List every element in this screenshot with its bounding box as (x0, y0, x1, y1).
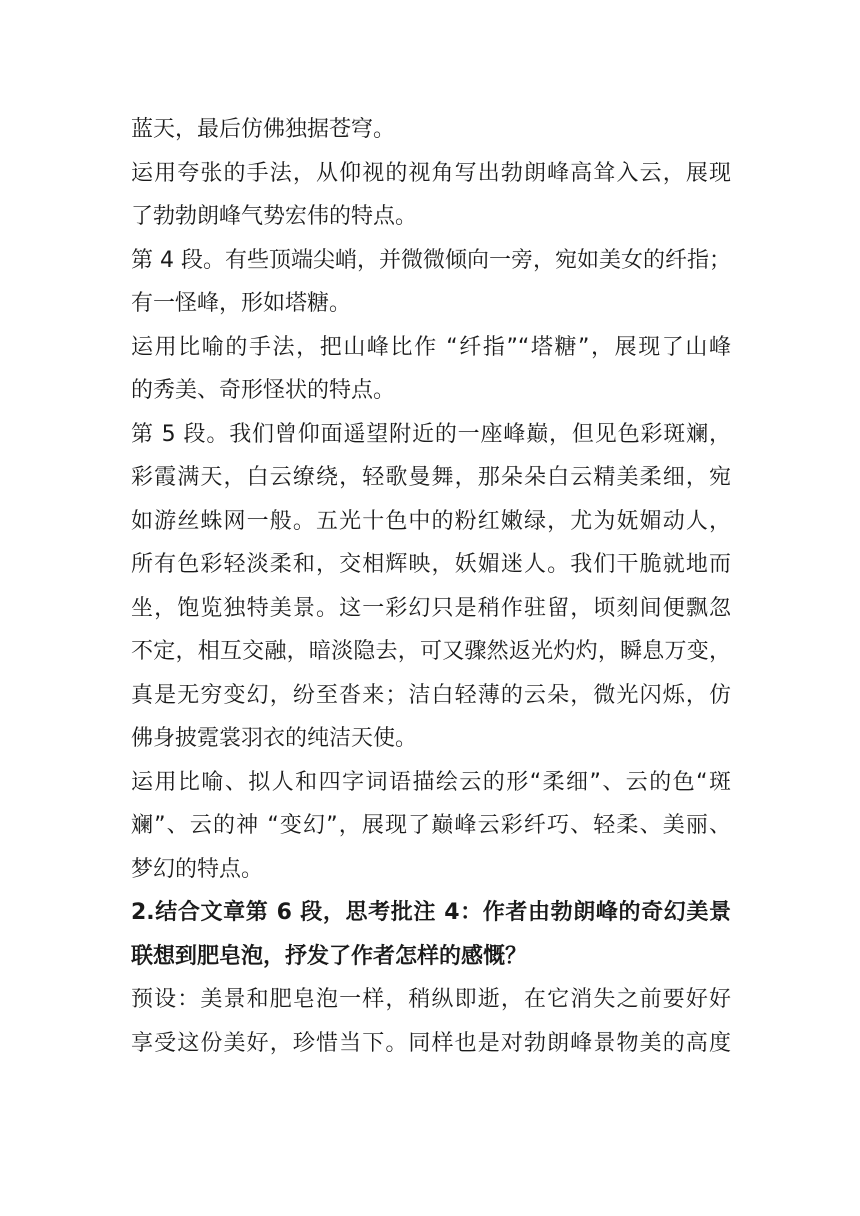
body-text-line: 运用夸张的手法，从仰视的视角写出勃朗峰高耸入云，展现 (131, 160, 731, 186)
body-text-line: 彩霞满天，白云缭绕，轻歌曼舞，那朵朵白云精美柔细，宛 (131, 465, 731, 490)
body-text-line: 享受这份美好，珍惜当下。同样也是对勃朗峰景物美的高度 (131, 1030, 731, 1056)
body-text-line: 运用比喻、拟人和四字词语描绘云的形“柔细”、云的色“斑 (131, 769, 731, 795)
body-text-line: 所有色彩轻淡柔和，交相辉映，妖媚迷人。我们干脆就地而 (131, 552, 731, 577)
body-text-line: 梦幻的特点。 (131, 856, 264, 882)
body-text-line: 佛身披霓裳羽衣的纯洁天使。 (131, 726, 418, 751)
body-text-line: 真是无穷变幻，纷至沓来；洁白轻薄的云朵，微光闪烁，仿 (131, 682, 731, 708)
body-text-line: 斓”、云的神 “变幻”，展现了巅峰云彩纤巧、轻柔、美丽、 (131, 813, 731, 838)
body-text-line: 预设：美景和肥皂泡一样，稍纵即逝，在它消失之前要好好 (131, 987, 731, 1012)
body-text-line: 了勃勃朗峰气势宏伟的特点。 (131, 204, 418, 229)
question-text-line: 联想到肥皂泡，抒发了作者怎样的感慨？ (131, 943, 528, 969)
body-text-line: 坐，饱览独特美景。这一彩幻只是稍作驻留，顷刻间便飘忽 (131, 595, 731, 621)
body-text-line: 的秀美、奇形怪状的特点。 (131, 378, 396, 403)
body-text-line: 如游丝蛛网一般。五光十色中的粉红嫩绿，尤为妩媚动人， (131, 508, 731, 534)
body-text-line: 不定，相互交融，暗淡隐去，可又骤然返光灼灼，瞬息万变， (131, 639, 731, 664)
body-text-line: 运用比喻的手法，把山峰比作 “纤指”“塔糖”，展现了山峰 (131, 334, 731, 360)
body-text-line: 第 4 段。有些顶端尖峭，并微微倾向一旁，宛如美女的纤指； (131, 247, 731, 273)
body-text-line: 第 5 段。我们曾仰面遥望附近的一座峰巅，但见色彩斑斓， (131, 421, 731, 447)
body-text-line: 有一怪峰，形如塔糖。 (131, 291, 352, 316)
document-page (131, 108, 731, 1065)
question-text-line: 2.结合文章第 6 段，思考批注 4：作者由勃朗峰的奇幻美景 (131, 900, 731, 925)
body-text-line: 蓝天，最后仿佛独据苍穹。 (131, 117, 396, 142)
